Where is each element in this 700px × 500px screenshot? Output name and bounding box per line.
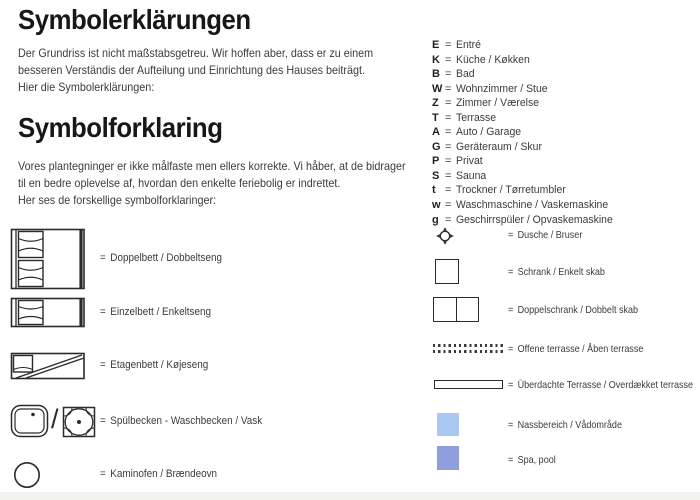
abbreviation-row	[432, 68, 621, 83]
legend-label-text: Doppelschrank / Dobbelt skab	[517, 304, 639, 316]
legend-label-stove	[100, 468, 217, 480]
paragraph-line: besseren Verständis der Aufteilung und Einrichtung des Hauses beiträgt.	[18, 63, 366, 77]
open-terrace-icon	[433, 344, 503, 356]
equals-sign: =	[445, 53, 452, 66]
wet-area-swatch	[437, 413, 459, 436]
page-bottom-edge	[0, 492, 700, 500]
equals-sign: =	[100, 252, 106, 264]
abbreviation-row	[432, 199, 621, 214]
abbreviation-row	[432, 54, 621, 69]
spa-pool-swatch	[437, 446, 459, 470]
equals-sign: =	[508, 343, 514, 355]
abbreviation-row	[432, 214, 621, 229]
kitchen-sink-icon	[10, 404, 49, 438]
shower-icon	[436, 227, 454, 245]
abbreviation-label: Privat	[456, 155, 483, 168]
equals-sign: =	[445, 199, 452, 212]
abbreviation-letter: A	[432, 126, 440, 139]
legend-label-text: Schrank / Enkelt skab	[517, 266, 605, 278]
equals-sign: =	[445, 140, 452, 153]
paragraph-german	[18, 45, 373, 96]
abbreviation-label: Terrasse	[456, 111, 497, 124]
abbreviation-letter: w	[432, 199, 441, 212]
legend-label-double-bed	[100, 252, 222, 264]
equals-sign: =	[445, 111, 452, 124]
equals-sign: =	[445, 126, 452, 139]
abbreviation-letter: G	[432, 140, 441, 153]
abbreviation-letter: B	[432, 68, 440, 81]
abbreviation-label: Bad	[456, 68, 475, 81]
abbreviation-label: Küche / Køkken	[456, 53, 530, 66]
bunk-bed-icon	[10, 352, 86, 380]
paragraph-line: Her ses de forskellige symbolforklaringer:	[18, 193, 217, 207]
legend-label-text: Spülbecken - Waschbecken / Vask	[110, 415, 263, 427]
abbreviation-label: Zimmer / Værelse	[456, 97, 540, 110]
wash-basin-icon	[62, 406, 96, 438]
slash-separator: /	[51, 404, 59, 434]
equals-sign: =	[445, 155, 452, 168]
abbreviation-letter: t	[432, 184, 436, 197]
abbreviation-label: Wohnzimmer / Stue	[456, 82, 548, 95]
legend-label-text: Nassbereich / Vådområde	[517, 419, 622, 431]
abbreviation-letter: P	[432, 155, 440, 168]
abbreviation-row	[432, 83, 621, 98]
legend-label-cabinet	[508, 266, 605, 278]
cabinet-divider	[456, 298, 457, 321]
equals-sign: =	[445, 213, 452, 226]
legend-label-bunk-bed	[100, 359, 208, 371]
abbreviation-label: Geschirrspüler / Opvaskemaskine	[456, 213, 613, 226]
equals-sign: =	[508, 419, 514, 431]
abbreviation-row	[432, 39, 621, 54]
legend-label-text: Einzelbett / Enkeltseng	[110, 306, 212, 318]
equals-sign: =	[445, 68, 452, 81]
abbreviation-letter: Z	[432, 97, 439, 110]
single-bed-icon	[10, 297, 86, 328]
abbreviation-label: Geräteraum / Skur	[456, 140, 542, 153]
abbreviation-row	[432, 155, 621, 170]
covered-terrace-icon	[434, 380, 503, 389]
legend-label-open-terrace	[508, 343, 643, 355]
abbreviation-label: Entré	[456, 39, 481, 51]
equals-sign: =	[100, 415, 106, 427]
abbreviation-label: Auto / Garage	[456, 126, 522, 139]
legend-label-double-cabinet	[508, 304, 638, 316]
legend-label-text: Dusche / Bruser	[517, 229, 583, 241]
equals-sign: =	[100, 306, 106, 318]
cabinet-icon	[435, 259, 459, 284]
abbreviation-letter: S	[432, 169, 440, 182]
legend-label-text: Spa, pool	[517, 454, 556, 466]
title-danish: Symbolforklaring	[18, 112, 223, 143]
wood-stove-icon	[13, 461, 41, 489]
paragraph-line: til en bedre oplevelse af, hvordan den enkelte feriebolig er indrettet.	[18, 176, 341, 190]
equals-sign: =	[508, 454, 514, 466]
paragraph-line: Der Grundriss ist nicht maßstabsgetreu. Wir hoffen aber, dass er zu einem	[18, 46, 374, 60]
abbreviation-letter: K	[432, 53, 440, 66]
legend-label-wet-area	[508, 419, 622, 431]
legend-label-spa	[508, 454, 556, 466]
equals-sign: =	[445, 39, 452, 51]
abbreviation-label: Waschmaschine / Vaskemaskine	[456, 199, 609, 212]
double-bed-icon	[10, 228, 86, 290]
equals-sign: =	[445, 82, 452, 95]
legend-label-single-bed	[100, 306, 211, 318]
equals-sign: =	[508, 229, 514, 241]
double-cabinet-icon	[433, 297, 479, 322]
paragraph-danish	[18, 158, 406, 209]
legend-label-shower	[508, 229, 582, 241]
abbreviation-row	[432, 170, 621, 185]
abbreviation-row	[432, 97, 621, 112]
equals-sign: =	[445, 184, 452, 197]
equals-sign: =	[508, 379, 514, 391]
equals-sign: =	[100, 468, 106, 480]
legend-label-covered-terrace	[508, 379, 693, 391]
legend-label-text: Überdachte Terrasse / Overdækket terrasse	[517, 379, 694, 391]
abbreviation-letter: E	[432, 39, 440, 51]
legend-label-text: Offene terrasse / Åben terrasse	[517, 343, 644, 355]
abbreviation-row	[432, 184, 621, 199]
abbreviation-label: Sauna	[456, 169, 487, 182]
abbreviation-letter: W	[432, 82, 443, 95]
abbreviation-row	[432, 126, 621, 141]
abbreviation-label: Trockner / Tørretumbler	[456, 184, 566, 197]
title-german: Symbolerklärungen	[18, 4, 251, 35]
legend-label-text: Etagenbett / Køjeseng	[110, 359, 209, 371]
equals-sign: =	[508, 304, 514, 316]
legend-label-text: Kaminofen / Brændeovn	[110, 468, 218, 480]
equals-sign: =	[445, 97, 452, 110]
paragraph-line: Vores plantegninger er ikke målfaste men ellers korrekte. Vi håber, at de bidrager	[18, 159, 406, 173]
legend-label-text: Doppelbett / Dobbeltseng	[110, 252, 223, 264]
dot-row	[433, 344, 503, 347]
dot-row	[433, 350, 503, 353]
abbreviation-row	[432, 141, 621, 156]
abbreviation-row	[432, 112, 621, 127]
paragraph-line: Hier die Symbolerklärungen:	[18, 80, 155, 94]
equals-sign: =	[508, 266, 514, 278]
legend-label-sink	[100, 415, 262, 427]
equals-sign: =	[100, 359, 106, 371]
equals-sign: =	[445, 169, 452, 182]
abbreviation-letter: T	[432, 111, 439, 124]
abbreviation-list	[432, 39, 621, 228]
abbreviation-letter: g	[432, 213, 439, 226]
